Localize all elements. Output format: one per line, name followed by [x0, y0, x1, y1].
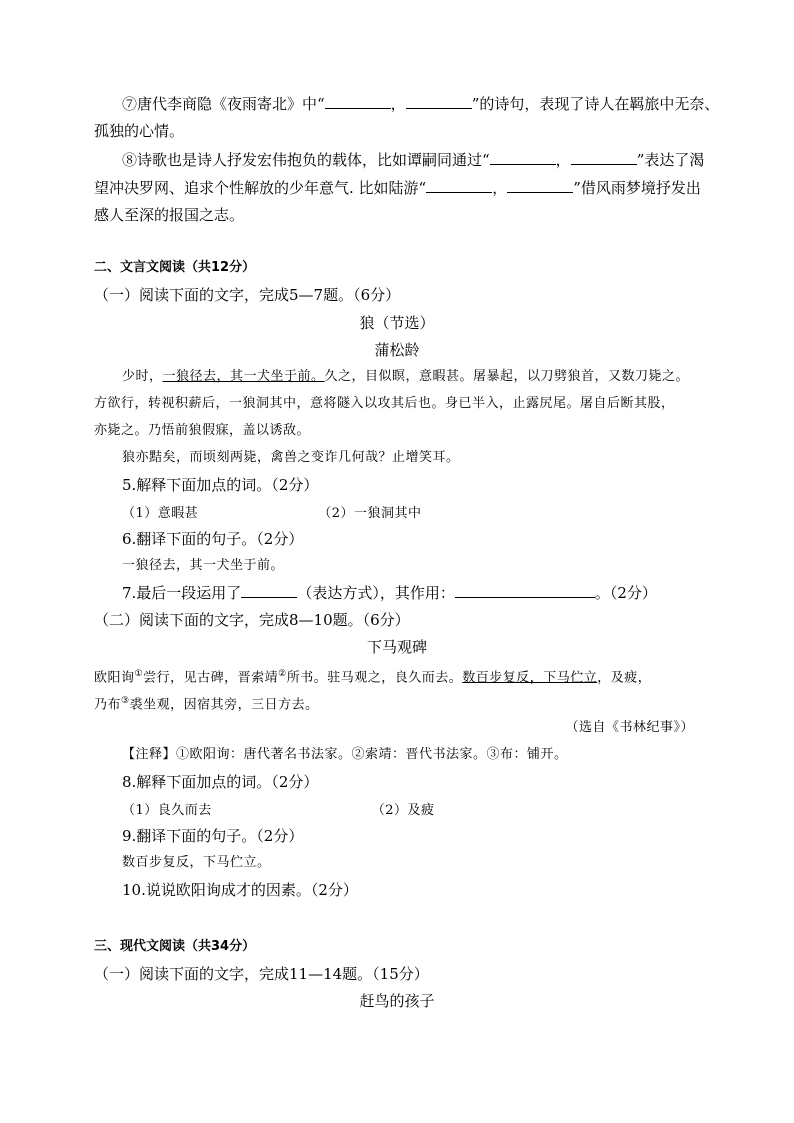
answer-blank[interactable]	[406, 94, 472, 109]
question-8: 8.解释下面加点的词。（2分）	[122, 773, 319, 791]
part-2-intro: （二）阅读下面的文字，完成8—10题。（6分）	[94, 611, 410, 629]
answer-blank[interactable]	[507, 178, 573, 193]
question-8-item-1: （1）良久而去	[122, 803, 212, 818]
p2-text: 欧阳询	[94, 670, 135, 686]
question-9: 9.翻译下面的句子。（2分）	[122, 827, 304, 845]
para-1-lead: 少时，	[122, 369, 163, 384]
passage-2-title: 下马观碑	[366, 638, 427, 656]
question-7	[122, 583, 657, 603]
p2-text: ，及疲，	[597, 670, 652, 686]
answer-blank[interactable]	[571, 150, 637, 165]
question-8-line	[122, 150, 704, 170]
passage-2-line-2	[94, 691, 319, 715]
passage-3-title: 赶鸟的孩子	[359, 992, 435, 1010]
section-3-heading: 三、现代文阅读（共34分）	[94, 939, 256, 954]
question-7-text-c: ”的诗句，表现了诗人在羁旅中无奈、	[471, 95, 720, 113]
question-7-c: 。（2分）	[594, 584, 657, 602]
question-6-sentence: 一狼径去，其一犬坐于前。	[122, 558, 285, 573]
passage-para-1	[122, 367, 689, 387]
footnote-marker: ③	[121, 696, 130, 706]
question-8-line-2	[94, 178, 701, 198]
question-8-line2-c: ”借风雨梦境抒发出	[573, 179, 701, 197]
section-2-heading: 二、文言文阅读（共12分）	[94, 260, 256, 275]
para-1-rest: 久之，目似瞑，意暇甚。屠暴起，以刀劈狼首，又数刀毙之。	[324, 369, 690, 384]
p2-text: 尝行，见古碑，晋索靖	[143, 670, 279, 686]
question-7-b: （表达方式），其作用：	[297, 584, 455, 602]
passage-author: 蒲松龄	[374, 341, 420, 359]
question-7-line	[122, 94, 719, 114]
p2-underlined: 数百步复反，下马伫立	[462, 670, 598, 686]
question-8-line-3: 感人至深的报国之志。	[94, 206, 245, 224]
p2-text: 裘坐观，因宿其旁，三日方去。	[129, 697, 319, 713]
answer-blank[interactable]	[455, 583, 595, 598]
passage-title: 狼（节选）	[359, 314, 435, 332]
passage-para-1-line-3: 亦毙之。乃悟前狼假寐，盖以诱敌。	[94, 423, 311, 438]
footnote-marker: ②	[278, 669, 287, 679]
p2-text: 所书。驻马观之，良久而去。	[286, 670, 463, 686]
answer-blank[interactable]	[490, 150, 556, 165]
para-1-underlined: 一狼径去，其一犬坐于前。	[162, 369, 325, 384]
passage-para-2: 狼亦黠矣，而顷刻两毙，禽兽之变诈几何哉？止增笑耳。	[122, 450, 460, 465]
question-8-items	[122, 799, 435, 821]
question-10: 10.说说欧阳询成才的因素。（2分）	[122, 881, 358, 899]
footnote-marker: ①	[134, 669, 144, 679]
section-3-part-1-intro: （一）阅读下面的文字，完成11—14题。（15分）	[94, 965, 429, 983]
answer-blank[interactable]	[241, 583, 297, 598]
question-7-a: 7.最后一段运用了	[122, 584, 242, 602]
passage-2-note: 【注释】①欧阳询：唐代著名书法家。②索靖：晋代书法家。③布：铺开。	[122, 747, 568, 762]
passage-2-source: （选自《书林纪事》）	[565, 720, 694, 735]
question-7-line-2: 孤独的心情。	[94, 122, 185, 140]
passage-2-line-1	[94, 664, 651, 688]
part-1-intro: （一）阅读下面的文字，完成5—7题。（6分）	[94, 286, 401, 304]
question-8-line2-a: 望冲决罗网、追求个性解放的少年意气. 比如陆游“	[94, 179, 427, 197]
question-5-item-1: （1）意暇甚	[122, 506, 199, 521]
question-8-text-c: ”表达了渴	[636, 151, 705, 169]
question-7-text-b: ，	[390, 95, 406, 113]
p2-text: 乃布	[94, 697, 122, 713]
passage-para-1-line-2: 方欲行，转视积薪后，一狼洞其中，意将隧入以攻其后也。身已半入，止露尻尾。屠自后断其股，	[94, 396, 675, 411]
question-8-text-b: ，	[555, 151, 571, 169]
question-9-sentence: 数百步复反，下马伫立。	[122, 855, 271, 870]
question-6: 6.翻译下面的句子。（2分）	[122, 530, 304, 548]
question-8-item-2: （2）及疲	[371, 803, 435, 818]
question-5: 5.解释下面加点的词。（2分）	[122, 476, 319, 494]
question-5-item-2: （2）一狼洞其中	[318, 506, 422, 521]
question-8-text-a: ⑧诗歌也是诗人抒发宏伟抱负的载体，比如谭嗣同通过“	[122, 151, 490, 169]
question-5-items	[122, 502, 422, 524]
question-7-text-a: ⑦唐代李商隐《夜雨寄北》中“	[122, 95, 325, 113]
question-8-line2-b: ，	[492, 179, 508, 197]
answer-blank[interactable]	[426, 178, 492, 193]
answer-blank[interactable]	[325, 94, 391, 109]
